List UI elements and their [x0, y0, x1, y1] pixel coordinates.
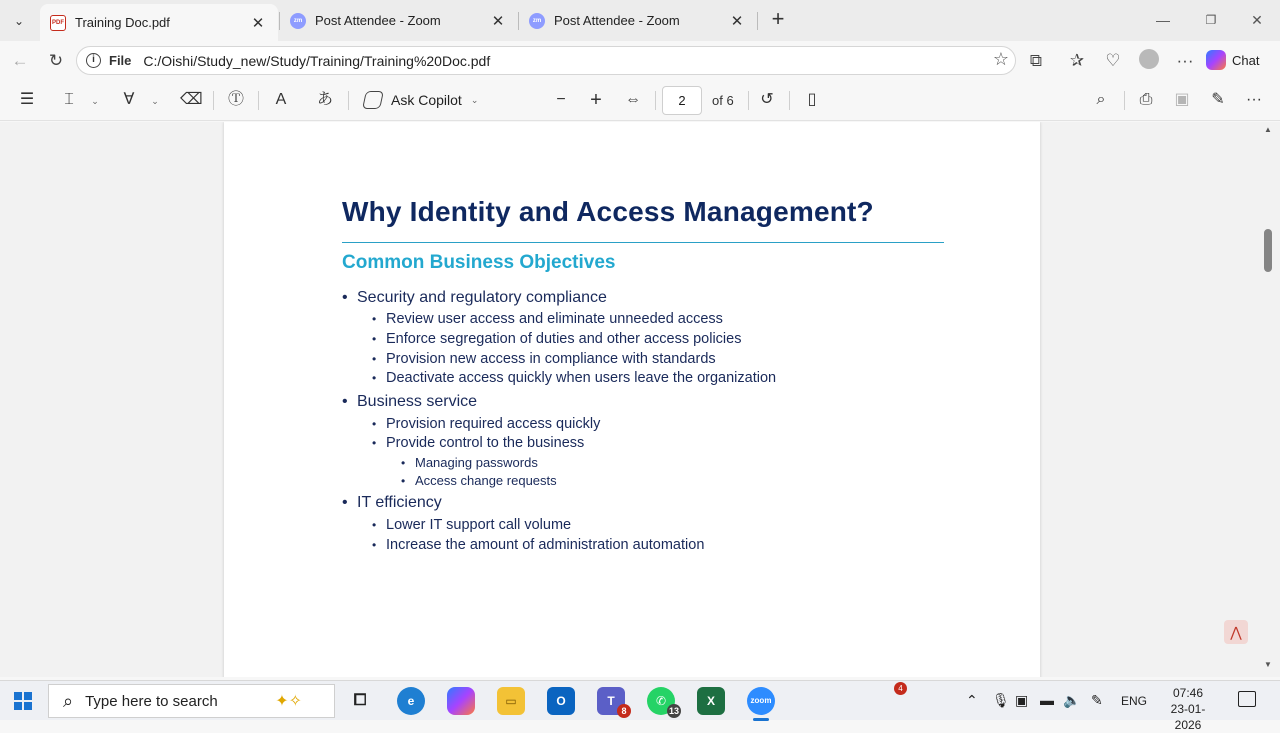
battery-icon[interactable]: ▬ — [1040, 692, 1054, 708]
tab-strip — [0, 0, 1280, 41]
read-aloud-icon[interactable]: A — [275, 91, 287, 108]
page-view-icon[interactable]: ▯ — [807, 91, 817, 108]
rotate-icon[interactable]: ↺ — [760, 91, 774, 108]
vertical-scrollbar-thumb[interactable] — [1264, 229, 1272, 272]
more-options-icon[interactable]: ··· — [1246, 91, 1262, 108]
pdf-page — [224, 122, 1040, 677]
navigation-bar — [0, 41, 1280, 79]
language-indicator[interactable]: ENG — [1121, 694, 1148, 708]
highlight-dropdown-chevron-icon[interactable]: ⌄ — [91, 96, 99, 106]
copilot-icon — [362, 91, 384, 109]
draw-dropdown-chevron-icon[interactable]: ⌄ — [151, 96, 159, 106]
translate-icon[interactable]: あ — [316, 91, 333, 108]
toolbar-divider — [789, 91, 790, 110]
start-windows-icon[interactable] — [14, 692, 32, 710]
ask-copilot-label: Ask Copilot — [391, 92, 462, 108]
bullet-heading: • Security and regulatory compliance — [342, 289, 607, 306]
bullet-subitem: • Access change requests — [401, 473, 557, 488]
minimize-icon[interactable]: — — [1156, 12, 1170, 28]
browser-essentials-icon[interactable]: ♡ — [1105, 51, 1121, 70]
bullet-item: • Enforce segregation of duties and other access policies — [372, 331, 742, 347]
task-view-icon[interactable]: ⧠ — [353, 692, 367, 709]
tab-post-attendee-zoom-2[interactable] — [519, 4, 757, 37]
microphone-icon[interactable]: 🎙 — [992, 692, 1010, 708]
camera-icon[interactable]: ▣ — [1015, 692, 1029, 708]
address-bar[interactable] — [76, 46, 1016, 75]
fit-to-page-icon[interactable]: ⇔ — [625, 91, 641, 108]
tab-title: Training Doc.pdf — [75, 15, 170, 30]
toolbar-divider — [258, 91, 259, 110]
window-close-icon[interactable]: ✕ — [1251, 12, 1263, 28]
teams-notification-badge: 8 — [617, 704, 631, 718]
tab-title: Post Attendee - Zoom — [554, 13, 680, 28]
bullet-item: • Provide control to the business — [372, 435, 585, 451]
close-tab-icon[interactable]: ✕ — [251, 14, 265, 32]
clock-time: 07:46 — [1172, 686, 1204, 700]
notifications-icon[interactable] — [1238, 691, 1256, 707]
pdf-viewer[interactable] — [0, 122, 1280, 677]
bullet-item: • Provision required access quickly — [372, 416, 601, 432]
bullet-heading: • Business service — [342, 393, 478, 410]
copilot-icon[interactable] — [447, 687, 475, 715]
close-tab-icon[interactable]: ✕ — [730, 12, 744, 30]
clock-date: 23-01-2026 — [1170, 702, 1206, 732]
taskbar-search-box[interactable] — [48, 684, 335, 718]
search-highlight-icon: ✦✧ — [275, 693, 302, 710]
whatsapp-notification-badge: 13 — [668, 706, 679, 716]
show-hidden-icons-chevron-icon[interactable]: ⌃ — [966, 692, 978, 708]
volume-icon[interactable]: 🔈 — [1063, 692, 1081, 708]
tab-actions-menu-icon[interactable]: ⌄ — [13, 14, 25, 28]
toolbar-divider — [348, 91, 349, 110]
info-icon[interactable]: i — [86, 53, 101, 68]
section-subtitle: Common Business Objectives — [342, 252, 616, 273]
outlook-icon[interactable]: O — [547, 687, 575, 715]
page-title: Why Identity and Access Management? — [342, 196, 874, 227]
print-icon[interactable]: ⎙ — [1139, 91, 1153, 108]
profile-avatar[interactable] — [1139, 49, 1159, 69]
save-icon[interactable]: ▣ — [1174, 91, 1190, 108]
restore-icon[interactable]: ❐ — [1205, 13, 1217, 27]
chevron-down-icon: ⌄ — [470, 94, 479, 105]
bullet-heading: • IT efficiency — [342, 494, 442, 511]
copilot-icon — [1206, 50, 1226, 70]
copilot-chat-button[interactable] — [1206, 48, 1259, 72]
toolbar-divider — [213, 91, 214, 110]
excel-icon[interactable]: X — [697, 687, 725, 715]
toolbar-divider — [748, 91, 749, 110]
search-icon[interactable]: ⌕ — [1096, 91, 1106, 108]
bullet-item: • Lower IT support call volume — [372, 517, 572, 533]
chat-label: Chat — [1232, 52, 1260, 68]
draw-icon[interactable]: ∀ — [123, 91, 135, 108]
scroll-down-arrow-icon[interactable]: ▼ — [1264, 660, 1272, 669]
tab-training-doc[interactable] — [40, 4, 278, 41]
bullet-subitem: • Managing passwords — [401, 455, 538, 470]
pdf-toolbar — [0, 80, 1280, 121]
acrobat-icon[interactable]: ⋀ — [1224, 620, 1248, 644]
whatsapp-icon[interactable]: ✆ 13 — [647, 687, 675, 715]
save-as-icon[interactable]: ✎ — [1211, 91, 1225, 108]
teams-icon[interactable]: T 8 — [597, 687, 625, 715]
windows-taskbar — [0, 680, 1280, 732]
favorites-icon[interactable]: ✰ — [1069, 51, 1085, 70]
refresh-icon[interactable]: ↻ — [48, 51, 64, 70]
ask-copilot-button[interactable] — [364, 89, 478, 111]
zoom-icon: zm — [529, 13, 545, 29]
zoom-app-icon[interactable]: zoom — [747, 687, 775, 715]
tab-post-attendee-zoom-1[interactable] — [280, 4, 518, 37]
file-explorer-icon[interactable]: ▭ — [497, 687, 525, 715]
zoom-icon: zm — [290, 13, 306, 29]
page-total: of 6 — [712, 93, 734, 108]
system-clock[interactable] — [1158, 685, 1218, 733]
zoom-in-icon[interactable]: + — [590, 89, 602, 111]
title-divider — [342, 242, 944, 243]
toolbar-divider — [1124, 91, 1125, 110]
edge-icon[interactable]: e — [397, 687, 425, 715]
search-icon: ⌕ — [63, 690, 74, 711]
bullet-item: • Review user access and eliminate unneeded access — [372, 311, 723, 327]
eraser-icon[interactable]: ⌫ — [180, 91, 203, 108]
close-tab-icon[interactable]: ✕ — [491, 12, 505, 30]
add-text-icon[interactable]: Ⓣ — [227, 91, 244, 108]
tab-title: Post Attendee - Zoom — [315, 13, 441, 28]
bullet-item: • Provision new access in compliance with standards — [372, 351, 716, 367]
extensions-icon[interactable]: ⧉ — [1029, 51, 1043, 70]
zoom-out-icon[interactable]: − — [556, 91, 566, 108]
toolbar-divider — [655, 91, 656, 110]
pdf-icon: PDF — [50, 15, 66, 31]
favorite-star-icon[interactable]: ☆ — [992, 49, 1009, 69]
notification-badge: 4 — [894, 682, 907, 695]
bullet-item: • Increase the amount of administration automation — [372, 537, 705, 553]
new-tab-icon[interactable]: + — [771, 6, 785, 31]
taskbar-search-placeholder: Type here to search — [85, 692, 218, 710]
tab-divider — [757, 12, 758, 30]
back-icon[interactable]: ← — [11, 51, 29, 70]
table-of-contents-icon[interactable]: ☰ — [19, 91, 35, 108]
bullet-item: • Deactivate access quickly when users leave the organization — [372, 370, 777, 386]
highlight-icon[interactable]: ⌶ — [64, 91, 74, 108]
scroll-up-arrow-icon[interactable]: ▲ — [1264, 125, 1272, 134]
page-number-input[interactable]: 2 — [662, 86, 702, 115]
address-url[interactable]: C:/Oishi/Study_new/Study/Training/Training%20Doc.pdf — [143, 52, 491, 69]
more-options-icon[interactable]: ··· — [1176, 51, 1194, 70]
pen-icon[interactable]: ✎ — [1091, 692, 1103, 708]
address-scheme: File — [109, 53, 132, 68]
